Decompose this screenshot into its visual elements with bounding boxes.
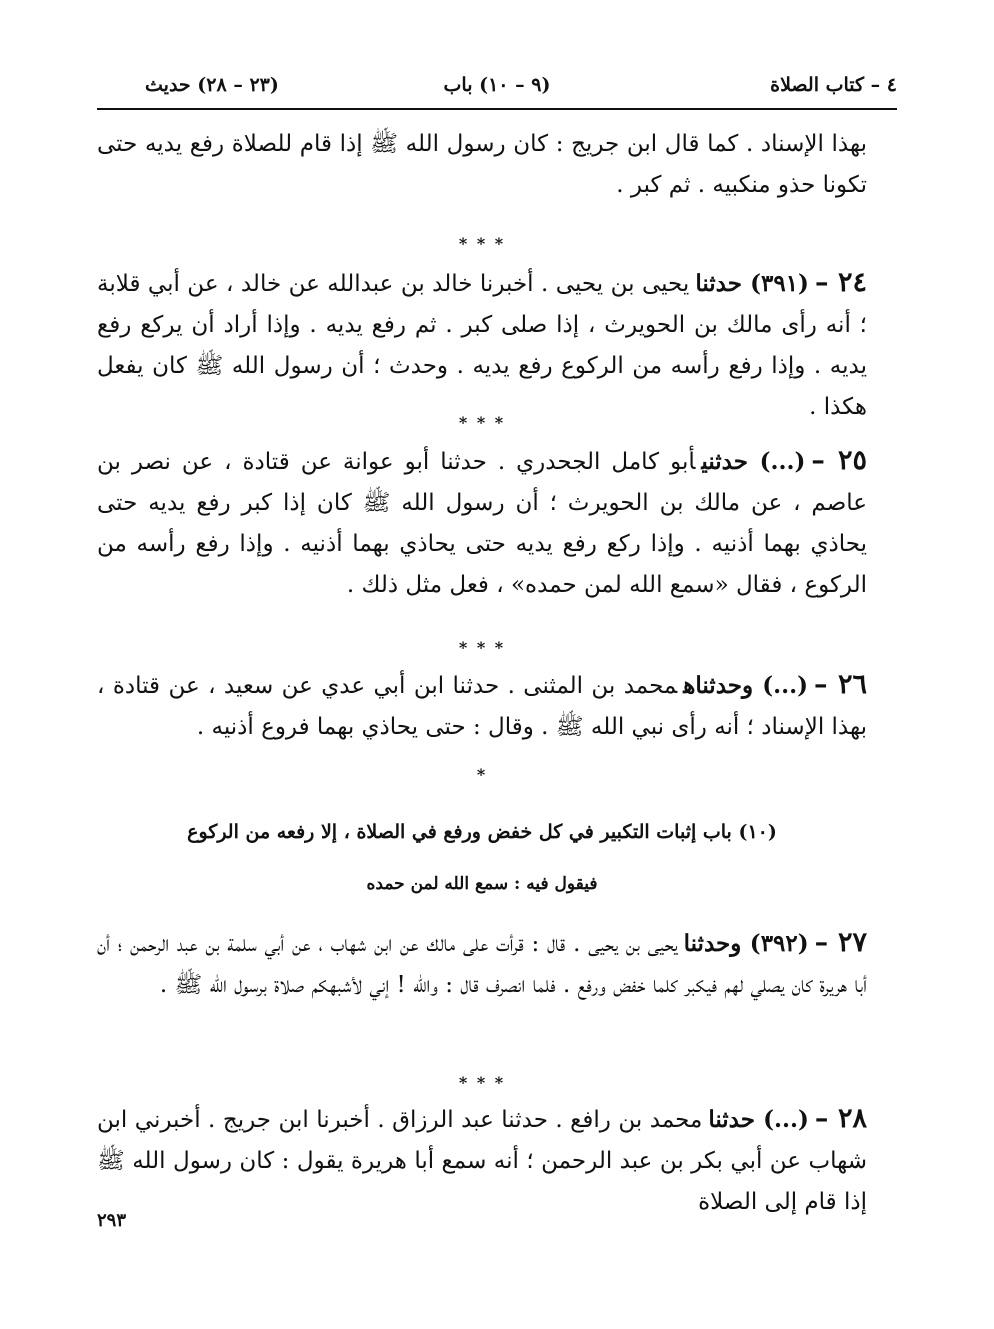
header-rule <box>97 108 897 110</box>
hadith-text: محمد بن المثنى . حدثنا ابن أبي عدي عن سعيد ، عن قتادة ، بهذا الإسناد ؛ أنه رأى نبي الله ﷺ . وقال : حتى يحاذي بهما فروع أذنيه . <box>97 673 867 740</box>
separator-stars-1: * * * <box>458 234 506 253</box>
header-book-title: ٤ – كتاب الصلاة <box>770 74 897 96</box>
hadith-intro: (٣٩١) حدثنا <box>695 270 809 297</box>
page-number: ٢٩٣ <box>97 1210 127 1231</box>
continued-text: بهذا الإسناد . كما قال ابن جريج : كان رسول الله ﷺ إذا قام للصلاة رفع يديه حتى تكونا حذو منكبيه . ثم كبر . <box>97 131 867 198</box>
hadith-24 <box>97 262 867 428</box>
hadith-number: ٢٧ – <box>814 927 867 958</box>
hadith-intro: (٣٩٢) وحدثنا <box>683 930 809 957</box>
hadith-intro: (...) حدثني <box>701 448 806 475</box>
separator-stars-4: * * * <box>458 1073 506 1092</box>
hadith-number: ٢٨ – <box>814 1103 868 1134</box>
continued-paragraph <box>97 124 867 206</box>
separator-stars-3: * * * <box>458 638 506 657</box>
hadith-28 <box>97 1098 867 1223</box>
hadith-number: ٢٦ – <box>814 669 867 700</box>
running-header <box>97 70 897 106</box>
hadith-intro: (...) حدثنا <box>708 1106 809 1133</box>
header-hadith-range: (٢٣ – ٢٨) حديث <box>145 74 279 96</box>
hadith-25 <box>97 440 867 606</box>
hadith-text: يحيى بن يحيى . أخبرنا خالد بن عبدالله عن خالد ، عن أبي قلابة ؛ أنه رأى مالك بن الحويرث ، إذا صلى كبر . ثم رفع يديه . وإذا أراد أن يركع رفع يديه . وإذا رفع رأسه من الركوع رفع يديه . وحدث ؛ أن رسول الله ﷺ كان يفعل هكذا . <box>97 271 867 420</box>
header-chapter-range: (٩ – ١٠) باب <box>443 74 551 96</box>
hadith-27 <box>97 922 867 1006</box>
hadith-26 <box>97 664 867 748</box>
hadith-text: أبو كامل الجحدري . حدثنا أبو عوانة عن قتادة ، عن نصر بن عاصم ، عن مالك بن الحويرث ؛ أن رسول الله ﷺ كان إذا كبر رفع يديه حتى يحاذي بهما أذنيه . وإذا ركع رفع يديه حتى يحاذي بهما أذنيه . وإذا رفع رأسه من الركوع ، فقال «سمع الله لمن حمده» ، فعل مثل ذلك . <box>97 449 867 598</box>
separator-stars-2: * * * <box>458 413 506 432</box>
hadith-number: ٢٥ – <box>811 445 867 476</box>
chapter-title: (١٠) باب إثبات التكبير في كل خفض ورفع في الصلاة ، إلا رفعه من الركوع <box>187 821 777 843</box>
hadith-number: ٢٤ – <box>814 267 867 298</box>
hadith-intro: (...) وحدثناه <box>683 672 808 699</box>
separator-star-single: * <box>476 765 488 784</box>
hadith-text: يحيى بن يحيى . قال : قرأت على مالك عن ابن شهاب ، عن أبي سلمة بن عبد الرحمن ؛ أن أبا هريرة كان يصلي لهم فيكبر كلما خفض ورفع . فلما انصرف قال : والله ! إني لأشبهكم صلاة برسول الله ﷺ . <box>97 931 867 998</box>
chapter-subtitle: فيقول فيه : سمع الله لمن حمده <box>366 874 598 894</box>
hadith-text: محمد بن رافع . حدثنا عبد الرزاق . أخبرنا ابن جريج . أخبرني ابن شهاب عن أبي بكر بن عبد الرحمن ؛ أنه سمع أبا هريرة يقول : كان رسول الله ﷺ إذا قام إلى الصلاة <box>97 1107 867 1215</box>
